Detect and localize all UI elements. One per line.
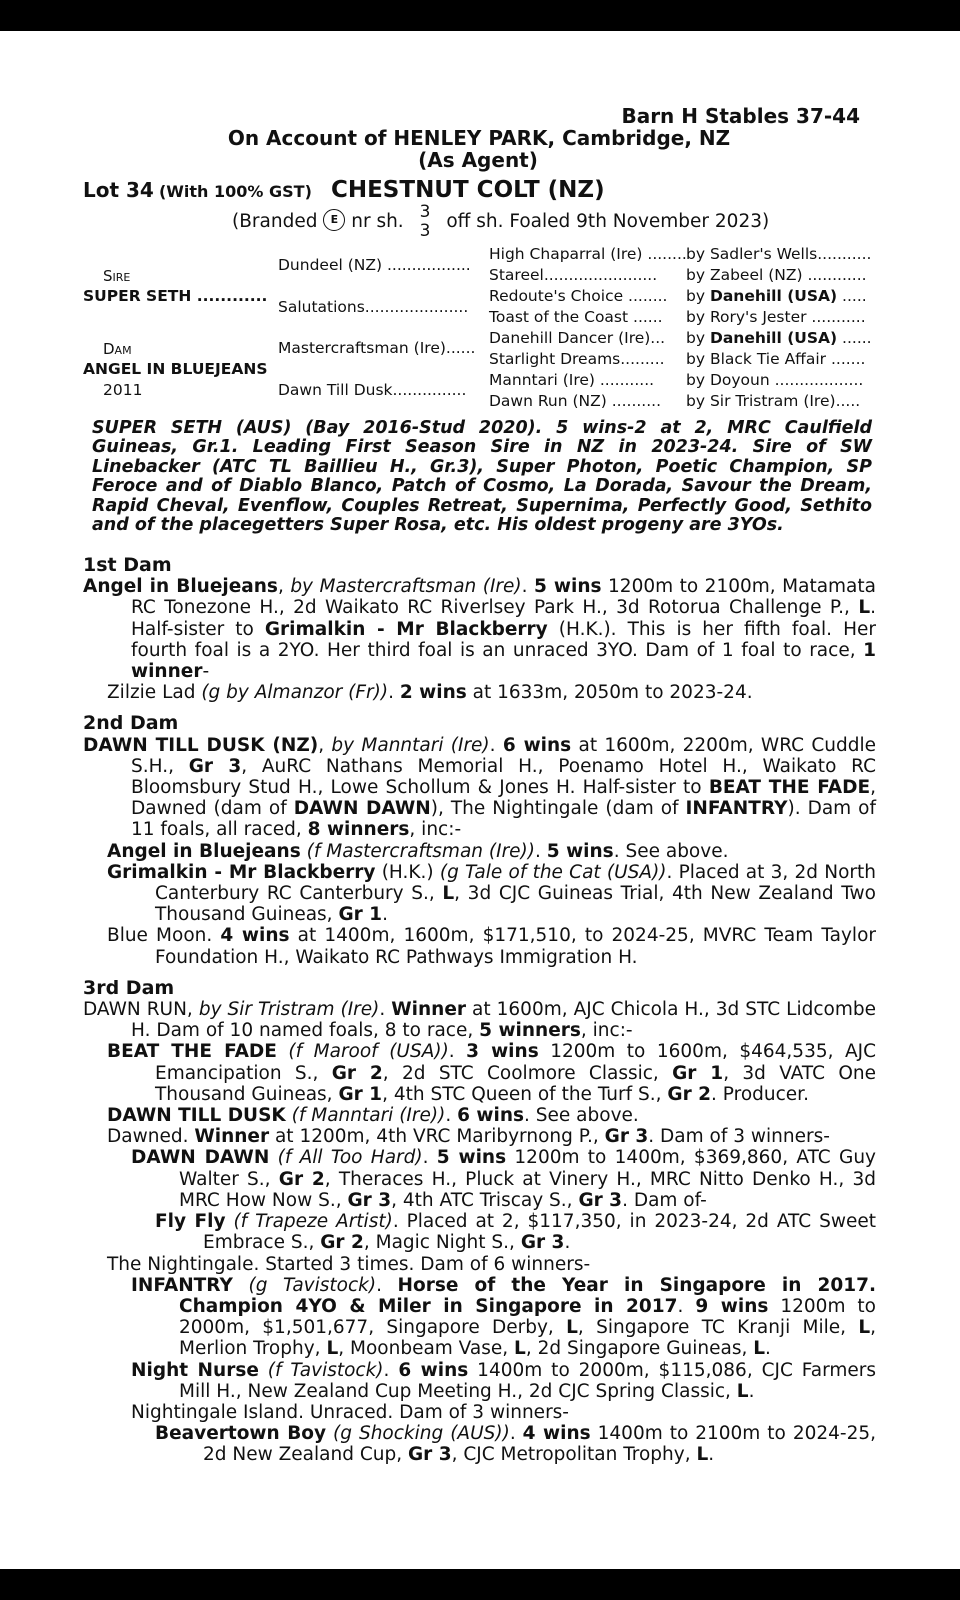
progeny-line: [83, 1360, 876, 1402]
catalogue-page: [0, 31, 960, 1569]
text-run: .: [379, 999, 392, 1021]
text-run: .: [564, 1232, 571, 1254]
text-run: Blue Moon.: [107, 925, 221, 947]
gen3-item: Manntari (Ire) ...........: [489, 371, 655, 389]
text-run: .: [708, 1444, 715, 1466]
text-run: , inc:-: [409, 819, 462, 841]
text-run: .: [382, 904, 388, 926]
progeny-line: [83, 1126, 876, 1147]
progeny-line: [83, 1254, 876, 1275]
horse-name: BEAT THE FADE: [708, 777, 871, 799]
horse-name: Angel in Bluejeans: [83, 576, 278, 598]
group: Gr 3: [604, 1126, 649, 1148]
sire-ref: (f Manntari (Ire)): [291, 1105, 446, 1127]
winners: 5 winners: [479, 1020, 581, 1042]
sire-label: Sire: [103, 267, 131, 285]
text-run: 1200m to 1400m, $369,860, ATC Guy Walter S.,: [179, 1147, 877, 1190]
gen4-name: Rory's Jester: [709, 308, 807, 326]
gen4-name: Danehill (USA): [709, 287, 838, 305]
near-shoulder: nr sh.: [351, 211, 404, 232]
wins: 5 wins: [546, 840, 614, 862]
text-run: (H.K.): [375, 861, 440, 883]
text-run: , 4th ATC Triscay S.,: [391, 1189, 579, 1211]
horse-name: Fly Fly: [155, 1211, 226, 1233]
gen4-prefix: by: [686, 371, 706, 389]
gen4-prefix: by: [686, 329, 706, 347]
group: Gr 2: [667, 1083, 712, 1105]
wins: 6 wins: [398, 1359, 469, 1381]
horse-name: DAWN DAWN: [131, 1147, 270, 1169]
text-run: Dawned.: [107, 1126, 195, 1148]
gen4-dots: ...........: [806, 308, 866, 326]
second-dam-paragraph: [83, 735, 876, 841]
wins: 2 wins: [399, 682, 467, 704]
sire-ref: by Manntari (Ire): [331, 734, 490, 756]
gen4-prefix: by: [686, 350, 706, 368]
horse-name: Beavertown Boy: [155, 1423, 327, 1445]
text-run: 1200m to 1600m, $464,535, AJC Emancipation S.,: [155, 1041, 877, 1084]
honours: Horse of the Year in Singapore in 2017. Champion 4YO & Miler in Singapore in 2017: [179, 1274, 877, 1317]
branded-prefix: (Branded: [232, 211, 318, 232]
text-run: , 3d CJC Guineas Trial, 4th New Zealand Two Thousand Guineas,: [155, 883, 876, 926]
text-run: 1200m to 2100m, Matamata RC Tonezone H., 2d Waikato RC Riverlsey Park H., 3d Rotorua Challenge P.,: [131, 576, 876, 619]
text-run: . See above.: [524, 1105, 639, 1127]
wins: 6 wins: [457, 1105, 525, 1127]
wins: 9 wins: [695, 1295, 769, 1317]
text-run: , Merlion Trophy,: [179, 1317, 876, 1360]
text-run: .: [422, 1147, 437, 1169]
gen2-item: Mastercraftsman (Ire)......: [278, 339, 476, 357]
gen4-item: [686, 350, 865, 368]
second-dam-heading: 2nd Dam: [83, 712, 179, 735]
gen4-prefix: by: [686, 287, 706, 305]
gen3-item: Toast of the Coast ......: [489, 308, 663, 326]
text-run: .: [677, 1295, 696, 1317]
listed: L: [566, 1317, 578, 1339]
text-run: DAWN RUN,: [83, 999, 199, 1021]
sire-ref: (g Tavistock): [248, 1274, 377, 1296]
account-of: On Account of HENLEY PARK, Cambridge, NZ: [227, 126, 731, 150]
text-run: . Producer.: [711, 1083, 809, 1105]
listed: L: [514, 1338, 526, 1360]
horse-name: INFANTRY: [131, 1274, 233, 1296]
text-run: at 1400m, 1600m, $171,510, to 2024-25, MVRC Team Taylor Foundation H., Waikato RC Pathways Immigration H.: [155, 925, 876, 968]
horse-name: DAWN DAWN: [293, 798, 431, 820]
gen4-item: [686, 371, 863, 389]
progeny-line: [83, 925, 876, 967]
text-run: ,: [277, 576, 291, 598]
gen4-name: Sir Tristram (Ire): [709, 392, 836, 410]
branded-line: [232, 203, 769, 241]
winners: 8 winners: [307, 819, 410, 841]
gen2-item: Dundeel (NZ) .................: [278, 256, 471, 274]
text-run: , Magic Night S.,: [363, 1232, 521, 1254]
wins: 5 wins: [436, 1147, 507, 1169]
sire-ref: (g Tale of the Cat (USA)): [439, 861, 667, 883]
group: Gr 3: [408, 1444, 452, 1466]
gen4-name: Black Tie Affair: [709, 350, 827, 368]
gen3-item: Stareel.......................: [489, 266, 658, 284]
text-run: .: [448, 1041, 467, 1063]
group: Gr 3: [347, 1189, 392, 1211]
gen4-dots: .......: [826, 350, 866, 368]
text-run: at 1633m, 2050m to 2023-24.: [466, 682, 753, 704]
winners: 1 winner: [131, 639, 876, 683]
text-run: . Dam of-: [622, 1189, 707, 1211]
sire-intro: SUPER SETH (AUS) (Bay 2016-Stud 2020). 5 wins-2 at 2, MRC Caulfield Guineas, Gr.1. Leading First Season Sire in NZ in 2023-24. Sire of SW Linebacker (ATC TL Baillieu H., Gr.3), Super Photon, Poetic Champion, SP Feroce and of Diablo Blanco, Patch of Cosmo, La Dorada, Savour the Dream, Rapid Cheval, Evenflow, Couples Retreat, Supernima, Perfectly Good, Sethito and of the placegetters Super Rosa, etc. His oldest progeny are 3YOs.: [92, 418, 872, 536]
listed: L: [858, 1317, 871, 1339]
barn-stables: Barn H Stables 37-44: [621, 104, 860, 128]
wins: 4 wins: [522, 1423, 591, 1445]
lot-line: [83, 177, 605, 203]
horse-name: DAWN TILL DUSK: [107, 1105, 286, 1127]
progeny-line: [83, 1275, 876, 1360]
group: Gr 2: [320, 1232, 364, 1254]
lot-gst: (With 100% GST): [158, 182, 312, 201]
gen3-item: High Chaparral (Ire) ........: [489, 245, 687, 263]
wins: 4 wins: [220, 925, 290, 947]
horse-name: Angel in Bluejeans: [107, 840, 301, 862]
text-run: .: [383, 1359, 399, 1381]
text-run: .: [765, 1338, 771, 1360]
text-run: at 1200m, 4th VRC Maribyrnong P.,: [269, 1126, 605, 1148]
group: Gr 1: [338, 904, 383, 926]
text-run: .: [509, 1423, 523, 1445]
gen2-item: Salutations.....................: [278, 298, 469, 316]
sire-ref: by Sir Tristram (Ire): [198, 999, 380, 1021]
text-run: . Placed at 2, $117,350, in 2023-24, 2d ATC Sweet Embrace S.,: [203, 1211, 876, 1254]
sire-name: SUPER SETH: [83, 287, 192, 305]
group: Gr 2: [278, 1168, 325, 1190]
text-run: .: [445, 1105, 458, 1127]
text-run: , 2d STC Coolmore Classic,: [382, 1062, 673, 1084]
as-agent: (As Agent): [418, 148, 538, 172]
text-run: (H.K.). This is her fifth foal. Her fourth foal is a 2YO. Her third foal is an unraced 3YO. Dam of 1 foal to race,: [131, 618, 876, 661]
sire-ref: (f All Too Hard): [277, 1147, 423, 1169]
text-run: .: [489, 734, 503, 756]
gen4-prefix: by: [686, 245, 706, 263]
gen4-dots: ............: [802, 266, 867, 284]
gen3-item: Redoute's Choice ........: [489, 287, 668, 305]
text-run: . See above.: [613, 840, 729, 862]
listed: L: [753, 1338, 766, 1360]
gen4-item: [686, 308, 866, 326]
dam-year: 2011: [103, 381, 143, 399]
first-dam-paragraph: [83, 576, 876, 682]
sire-ref: (g by Almanzor (Fr)): [201, 682, 389, 704]
gen3-item: Dawn Run (NZ) ..........: [489, 392, 662, 410]
horse-name: DAWN TILL DUSK (NZ): [83, 734, 319, 756]
text-run: .: [535, 840, 547, 862]
sire-dots: ............: [196, 287, 268, 305]
gen4-name: Zabeel (NZ): [709, 266, 803, 284]
sire-ref: (f Tavistock): [267, 1359, 384, 1381]
text-run: , AuRC Nathans Memorial H., Poenamo Hotel H., Waikato RC Bloomsbury Stud H., Lowe Schollum & Jones H. Half-sister to: [131, 755, 876, 799]
fraction-top: 3: [419, 202, 431, 222]
horse-name: Night Nurse: [131, 1359, 259, 1381]
group: Gr 1: [338, 1083, 383, 1105]
gen4-prefix: by: [686, 266, 706, 284]
dam-sections: [83, 555, 876, 1466]
progeny-line: [83, 1041, 876, 1105]
progeny-line: [83, 1105, 876, 1126]
text-run: ,: [318, 734, 332, 756]
progeny-line: [83, 841, 876, 862]
gen4-dots: ......: [837, 329, 872, 347]
text-run: 1200m to 2000m, $1,501,677, Singapore Derby,: [179, 1295, 876, 1339]
winner: Winner: [391, 999, 467, 1021]
gen4-item: [686, 266, 867, 284]
gen4-dots: .....: [837, 287, 867, 305]
text-run: at 1600m, 2200m, WRC Cuddle S.H.,: [131, 734, 877, 777]
horse-name: Grimalkin - Mr Blackberry: [264, 618, 548, 640]
text-run: . Half-sister to: [131, 597, 876, 640]
gen3-item: Starlight Dreams.........: [489, 350, 665, 368]
gen4-prefix: by: [686, 308, 706, 326]
gen4-item: [686, 392, 860, 410]
progeny-line: [83, 1423, 876, 1465]
text-run: ), The Nightingale (dam of: [430, 798, 686, 820]
wins: 5 wins: [534, 576, 602, 598]
sire-ref: (f Mastercraftsman (Ire)): [306, 840, 535, 862]
horse-name: Grimalkin - Mr Blackberry: [107, 861, 376, 883]
fraction-bottom: 3: [419, 221, 431, 241]
sire-ref: (f Maroof (USA)): [288, 1041, 449, 1063]
gen3-item: Danehill Dancer (Ire)...: [489, 329, 666, 347]
text-run: 1400m to 2000m, $115,086, CJC Farmers Mill H., New Zealand Cup Meeting H., 2d CJC Spring Classic,: [179, 1359, 877, 1402]
gen4-item: [686, 329, 872, 347]
listed: L: [326, 1338, 339, 1360]
text-run: Zilzie Lad: [107, 682, 202, 704]
sire-line: [83, 287, 267, 305]
listed: L: [736, 1380, 749, 1402]
gen4-name: Danehill (USA): [709, 329, 838, 347]
gen4-item: [686, 287, 867, 305]
sire-ref: by Mastercraftsman (Ire): [290, 576, 522, 598]
text-run: ). Dam of 11 foals, all raced,: [131, 798, 877, 841]
text-run: .: [521, 576, 535, 598]
text-run: 1400m to 2100m to 2024-25, 2d New Zealand Cup,: [203, 1423, 876, 1466]
lot-title: CHESTNUT COLT (NZ): [330, 177, 605, 203]
horse-name: BEAT THE FADE: [107, 1041, 277, 1063]
text-run: . Placed at 3, 2d North Canterbury RC Canterbury S.,: [155, 861, 876, 905]
text-run: The Nightingale. Started 3 times. Dam of 6 winners-: [107, 1253, 591, 1275]
sire-ref: (f Trapeze Artist): [233, 1211, 393, 1233]
text-run: , Moonbeam Vase,: [338, 1338, 515, 1360]
text-run: , Dawned (dam of: [131, 777, 876, 820]
group: Gr 2: [331, 1062, 383, 1084]
dam-name: ANGEL IN BLUEJEANS: [83, 360, 268, 378]
horse-name: INFANTRY: [685, 798, 788, 820]
sire-ref: (g Shocking (AUS)): [333, 1423, 510, 1445]
gen4-name: Sadler's Wells: [709, 245, 818, 263]
gen4-prefix: by: [686, 392, 706, 410]
progeny-line: [83, 1211, 876, 1253]
text-run: .: [388, 682, 400, 704]
gen4-dots: ..................: [769, 371, 864, 389]
text-run: at 1600m, AJC Chicola H., 3d STC Lidcombe H. Dam of 10 named foals, 8 to race,: [131, 999, 876, 1042]
text-run: , inc:-: [580, 1020, 633, 1042]
wins: 6 wins: [502, 734, 572, 756]
third-dam-heading: 3rd Dam: [83, 976, 175, 999]
text-run: . Dam of 3 winners-: [648, 1126, 830, 1148]
brand-mark-icon: E: [323, 209, 345, 231]
group: Gr 3: [188, 755, 242, 777]
listed: L: [696, 1444, 709, 1466]
branded-suffix: off sh. Foaled 9th November 2023): [446, 211, 770, 232]
gen4-name: Doyoun: [709, 371, 770, 389]
text-run: .: [376, 1274, 398, 1296]
text-run: -: [202, 661, 210, 683]
text-run: , CJC Metropolitan Trophy,: [451, 1444, 697, 1466]
winner: Winner: [194, 1126, 270, 1148]
text-run: , Singapore TC Kranji Mile,: [577, 1317, 859, 1339]
group: Gr 1: [672, 1062, 724, 1084]
text-run: , 3d VATC One Thousand Guineas,: [155, 1062, 877, 1105]
group: Gr 3: [520, 1232, 565, 1254]
listed: L: [442, 883, 455, 905]
text-run: , Theraces H., Pluck at Vinery H., MRC Nitto Denko H., 3d MRC How Now S.,: [179, 1168, 877, 1211]
progeny-line: [83, 1147, 876, 1211]
text-run: , 2d Singapore Guineas,: [525, 1338, 754, 1360]
gen4-dots: .....: [835, 392, 861, 410]
dam-label: Dam: [103, 340, 132, 358]
progeny-line: [83, 1402, 876, 1423]
lot-number: Lot 34: [83, 178, 154, 202]
brand-fraction: [420, 203, 431, 241]
third-dam-paragraph: [83, 999, 876, 1041]
wins: 3 wins: [466, 1041, 539, 1063]
group: Gr 3: [578, 1189, 623, 1211]
text-run: Nightingale Island. Unraced. Dam of 3 winners-: [131, 1401, 569, 1423]
progeny-line: [83, 682, 876, 703]
gen4-dots: ...........: [817, 245, 872, 263]
listed: L: [858, 597, 871, 619]
gen4-item: [686, 245, 871, 263]
progeny-line: [83, 862, 876, 926]
first-dam-heading: 1st Dam: [83, 554, 172, 576]
text-run: .: [748, 1380, 755, 1402]
text-run: , 4th STC Queen of the Turf S.,: [382, 1083, 668, 1105]
gen2-item: Dawn Till Dusk...............: [278, 381, 467, 399]
